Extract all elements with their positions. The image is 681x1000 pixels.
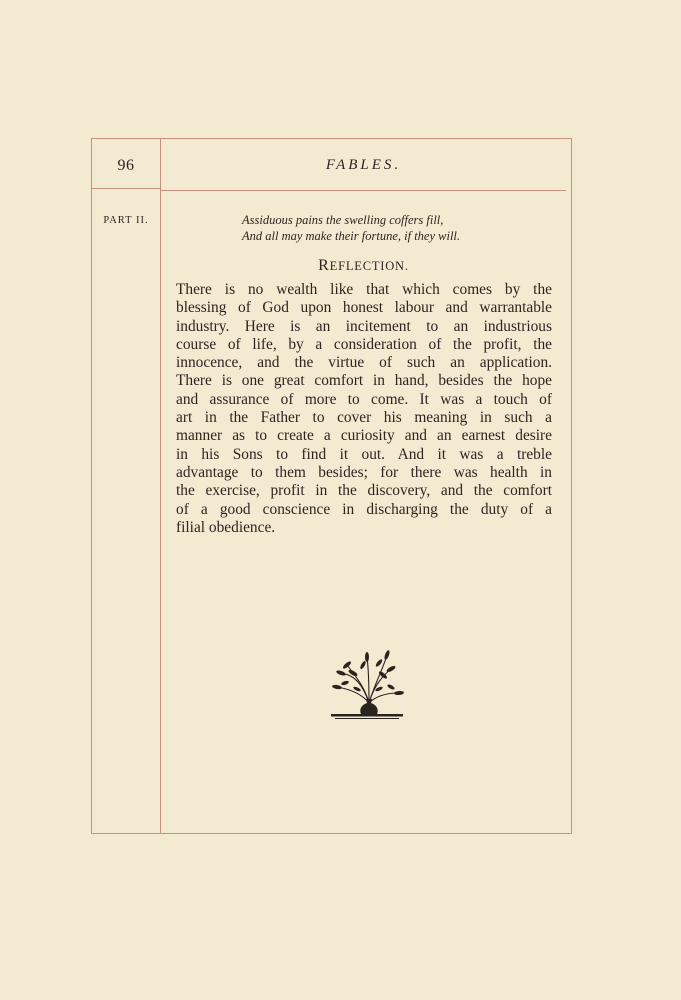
body-line: in his Sons to find it out. And it was a treble bbox=[176, 445, 552, 463]
reflection-heading-initial: R bbox=[318, 257, 330, 274]
header-rule-right bbox=[161, 190, 566, 191]
part-label: PART II. bbox=[103, 215, 149, 226]
body-line: advantage to them besides; for there was health in bbox=[176, 463, 552, 481]
verse-line-2: And all may make their fortune, if they will. bbox=[242, 229, 461, 243]
body-line: innocence, and the virtue of such an application. bbox=[176, 354, 552, 372]
running-head: FABLES. bbox=[325, 157, 402, 173]
reflection-heading bbox=[161, 257, 566, 275]
body-line: the exercise, profit in the discovery, and the comfort bbox=[176, 482, 552, 500]
body-line: course of life, by a consideration of the profit, the bbox=[176, 335, 552, 353]
body-line: There is no wealth like that which comes by the bbox=[176, 281, 552, 298]
reflection-body bbox=[176, 281, 552, 537]
body-line: art in the Father to cover his meaning in such a bbox=[176, 409, 552, 427]
reflection-heading-rest: EFLECTION. bbox=[329, 259, 409, 273]
body-line: manner as to create a curiosity and an earnest desire bbox=[176, 427, 552, 445]
flower-vase-icon bbox=[325, 643, 405, 723]
verse-couplet bbox=[176, 212, 552, 244]
body-line: of a good conscience in discharging the duty of a bbox=[176, 500, 552, 518]
body-line: blessing of God upon honest labour and warrantable bbox=[176, 299, 552, 317]
header-rule-left bbox=[92, 188, 160, 189]
margin-rule bbox=[160, 139, 161, 833]
body-line: and assurance of more to come. It was a touch of bbox=[176, 390, 552, 408]
verse-line-1: Assiduous pains the swelling coffers fill, bbox=[242, 213, 444, 227]
body-line: filial obedience. bbox=[176, 518, 276, 536]
body-line: industry. Here is an incitement to an industrious bbox=[176, 317, 552, 335]
page-number: 96 bbox=[117, 157, 135, 174]
body-line: There is one great comfort in hand, besides the hope bbox=[176, 372, 552, 390]
